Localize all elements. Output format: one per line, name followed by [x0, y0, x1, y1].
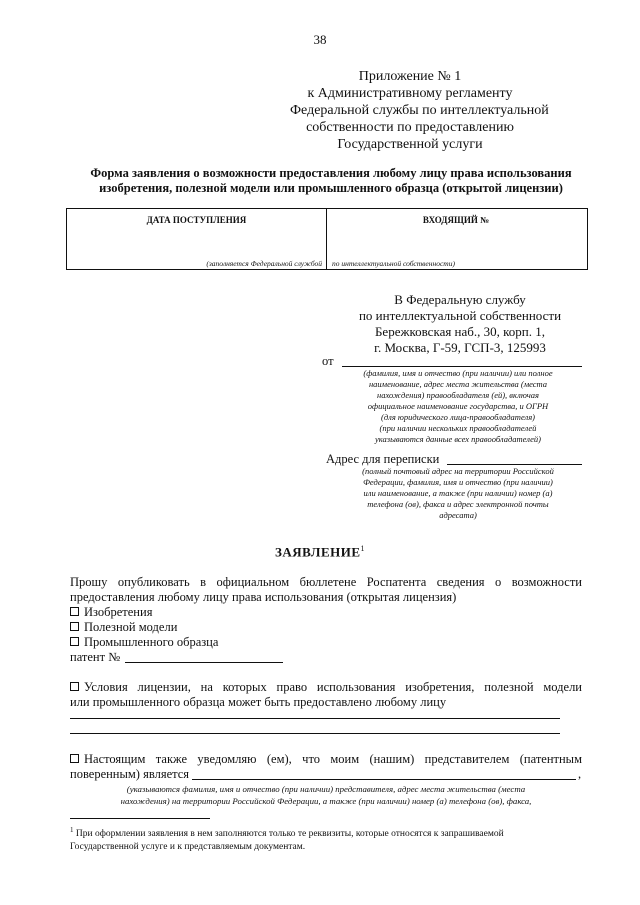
correspondence-hint	[330, 466, 586, 521]
correspondence-hint-line: телефона (ов), факса и адрес электронной почты	[367, 499, 549, 509]
appendix-line: Приложение № 1	[358, 69, 462, 84]
date-received-header: ДАТА ПОСТУПЛЕНИЯ	[146, 215, 247, 225]
checkbox-icon[interactable]	[70, 637, 79, 646]
correspondence-hint-line: или наименование, а также (при наличии) номер (а)	[363, 488, 553, 498]
footnote-line-1	[70, 824, 590, 841]
representative-comma: ,	[578, 767, 582, 781]
registration-box	[66, 208, 588, 270]
footnote-rule	[70, 818, 210, 819]
patent-number-field[interactable]	[125, 662, 283, 663]
representative-line-1[interactable]	[70, 752, 582, 767]
patent-label: патент №	[70, 650, 121, 664]
from-hint-line: указываются данные всех правообладателей)	[374, 434, 541, 444]
conditions-line-1[interactable]	[70, 680, 582, 695]
representative-hint-line: (указываются фамилия, имя и отчество (при наличии) представителя, адрес места жительства (места	[126, 784, 526, 794]
from-hint-line: (фамилия, имя и отчество (при наличии) или полное	[363, 368, 553, 378]
form-title-line: Форма заявления о возможности предоставления любому лицу права использования	[90, 166, 572, 180]
addressee-line: по интеллектуальной собственности	[358, 308, 562, 323]
request-line-2: предоставления любому лицу права использования (открытая лицензия)	[70, 590, 457, 604]
appendix-line: Государственной услуги	[337, 137, 483, 152]
checkbox-icon[interactable]	[70, 754, 79, 763]
statement-title-text: ЗАЯВЛЕНИЕ	[274, 544, 361, 560]
appendix-line: Федеральной службы по интеллектуальной	[290, 103, 549, 118]
from-field[interactable]	[342, 366, 582, 367]
correspondence-hint-line: (полный почтовый адрес на территории Российской	[362, 466, 554, 476]
checkbox-icon[interactable]	[70, 682, 79, 691]
from-hint-line: (при наличии нескольких правообладателей	[379, 423, 537, 433]
footnote-mark: 1	[70, 826, 74, 834]
representative-line-2: поверенным) является	[70, 767, 190, 781]
conditions-field-line-1[interactable]	[70, 718, 560, 719]
appendix-line: собственности по предоставлению	[306, 120, 514, 135]
option-invention[interactable]	[70, 605, 152, 620]
registration-note-left: (заполняется Федеральной службой	[206, 259, 322, 268]
option-utility-model[interactable]	[70, 620, 177, 635]
addressee-line: Бережковская наб., 30, корп. 1,	[374, 324, 546, 339]
footnote-text: При оформлении заявления в нем заполняются только те реквизиты, которые относятся к запрашиваемой	[73, 829, 504, 840]
from-hint-line: наименование, адрес места жительства (места	[368, 379, 548, 389]
request-line-1: Прошу опубликовать в официальном бюллетене Роспатента сведения о возможности	[70, 575, 582, 589]
representative-text: Настоящим также уведомляю (ем), что моим (нашим) представителем (патентным	[84, 752, 582, 766]
conditions-text: Условия лицензии, на которых право использования изобретения, полезной модели	[84, 680, 582, 694]
from-hint	[330, 368, 586, 445]
option-label: Изобретения	[84, 605, 153, 619]
form-title	[66, 166, 596, 196]
correspondence-hint-line: адресата)	[439, 510, 477, 520]
checkbox-icon[interactable]	[70, 607, 79, 616]
page-number: 38	[313, 32, 327, 47]
from-hint-line: официальное наименование государства, и ОГРН	[367, 401, 549, 411]
from-label: от	[322, 354, 334, 368]
correspondence-field[interactable]	[447, 464, 582, 465]
checkbox-icon[interactable]	[70, 622, 79, 631]
statement-footnote-mark: 1	[360, 544, 366, 553]
registration-note-right: по интеллектуальной собственности)	[332, 259, 455, 268]
representative-hint-line: нахождения) на территории Российской Федерации, а также (при наличии) номер (а) телефона (ов), факса,	[120, 796, 532, 806]
footnote-line-2: Государственной услуге и к представляемым документам.	[70, 842, 306, 853]
correspondence-hint-line: Федерации, фамилия, имя и отчество (при наличии)	[363, 477, 553, 487]
option-industrial-design[interactable]	[70, 635, 218, 650]
from-hint-line: (для юридического лица-правообладателя)	[380, 412, 535, 422]
appendix-line: к Административному регламенту	[307, 86, 513, 101]
addressee-line: г. Москва, Г-59, ГСП-3, 125993	[374, 340, 546, 355]
statement-title	[0, 544, 640, 560]
form-title-line: изобретения, полезной модели или промышленного образца (открытой лицензии)	[99, 181, 563, 195]
appendix-header	[290, 68, 549, 153]
representative-field[interactable]	[192, 779, 576, 780]
addressee-line: В Федеральную службу	[394, 292, 526, 307]
incoming-number-header: ВХОДЯЩИЙ №	[422, 215, 490, 225]
addressee-block	[330, 292, 590, 356]
conditions-line-2: или промышленного образца может быть предоставлено любому лицу	[70, 695, 447, 709]
conditions-field-line-2[interactable]	[70, 733, 560, 734]
footnote	[70, 824, 590, 854]
option-label: Полезной модели	[84, 620, 178, 634]
from-hint-line: нахождения) правообладателя (ей), включая	[376, 390, 539, 400]
representative-hint	[66, 783, 586, 807]
correspondence-label: Адрес для переписки	[326, 452, 440, 466]
option-label: Промышленного образца	[84, 635, 219, 649]
